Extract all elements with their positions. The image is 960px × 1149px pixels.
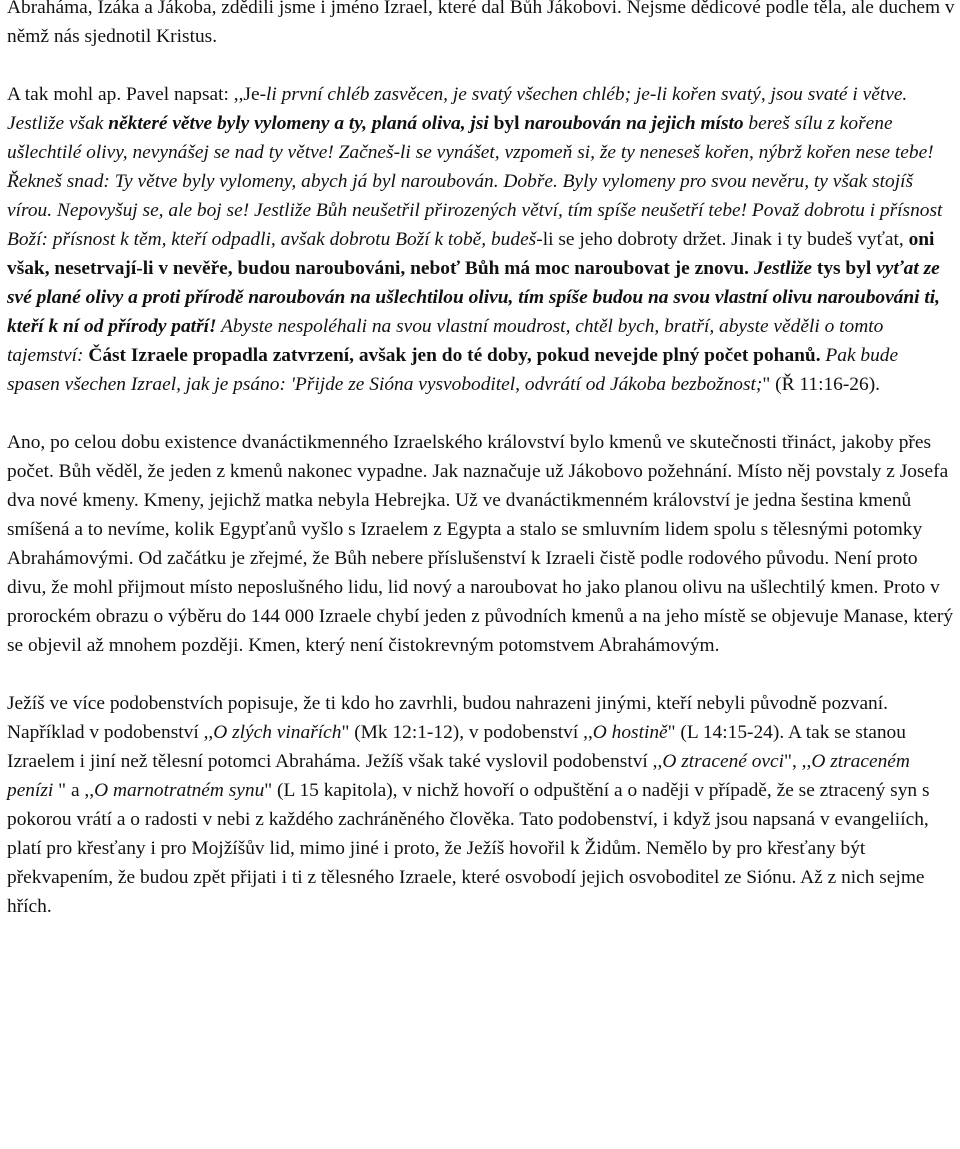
text-run: " (Mk 12:1-12), v podobenství ,,: [341, 722, 593, 743]
italic-title: O zlých vinařích: [213, 722, 342, 743]
italic-title: O ztracené ovci: [662, 751, 785, 772]
text-run: Abraháma, Izáka a Jákoba, zdědili jsme i jméno Izrael, které dal Bůh Jákobovi. Nejsme dědicové podle těla, ale duchem v němž nás sjednotil Kristus.: [7, 0, 955, 47]
paragraph-2: [7, 80, 955, 399]
paragraph-gap: [7, 399, 955, 428]
paragraph-4: [7, 689, 955, 921]
text-run: " (L 14:15-24). A tak se stanou Izraelem i jiní než tělesní potomci Abraháma. Ježíš však také vyslovil podobenství ,,: [7, 722, 906, 772]
italic-title: O hostině: [592, 722, 668, 743]
paragraph-1: [7, 0, 955, 51]
italic-quote: bereš sílu z kořene ušlechtilé olivy, nevynášej se nad ty větve! Začneš-li se vynášet, vzpomeň si, že ty neneseš kořen, nýbrž kořen nese tebe! Řekneš snad: Ty větve byly vylomeny, abych já byl naroubován. Dobře. Byly vylomeny pro svou nevěru, ty však stojíš vírou. Nepovyšuj se, ale boj se! Jestliže Bůh neušetřil přirozených větví, tím spíše neušetří tebe! Považ dobrotu i přísnost Boží: přísnost k těm, kteří odpadli, avšak dobrotu Boží k tobě, budeš: [7, 113, 943, 250]
document-page: [7, 0, 955, 921]
italic-quote: -li první chléb zasvěcen, je svatý všechen chléb; je-li kořen svatý, jsou svaté i větve. Jestliže však: [7, 84, 908, 134]
text-run: " (L 15 kapitola), v nichž hovoří o odpuštění a o naději v případě, že se ztracený syn s pokorou vrátí a o radosti v nebi z každého zachráněného člověka. Tato podobenství, i když jsou napsaná v evangeliích, platí pro křesťany i pro Mojžíšův lid, mimo jiné i proto, že Ježíš hovořil k Židům. Nemělo by pro křesťany být překvapením, že budou zpět přijati i ti z tělesného Izraele, které osvobodí jejich osvoboditel ze Siónu. Až z nich sejme hřích.: [7, 780, 930, 917]
italic-title: O marnotratném synu: [94, 780, 265, 801]
text-run: " a ,,: [53, 780, 95, 801]
paragraph-gap: [7, 660, 955, 689]
bold-run: oni však, nesetrvají-li v nevěře, budou naroubováni, neboť Bůh má moc naroubovat je znovu.: [7, 229, 935, 279]
bold-run: byl: [488, 113, 525, 134]
text-run: A tak mohl ap. Pavel napsat: ,,Je: [7, 84, 260, 105]
italic-title: O ztraceném penízi: [7, 751, 910, 801]
bold-italic-quote: naroubován na jejich místo: [524, 113, 744, 134]
paragraph-gap: [7, 51, 955, 80]
paragraph-3: [7, 428, 955, 660]
bold-run: tys byl: [812, 258, 877, 279]
text-run: -li se jeho dobroty držet. Jinak i ty budeš vyťat,: [536, 229, 909, 250]
text-run: Ano, po celou dobu existence dvanáctikmenného Izraelského království bylo kmenů ve skutečnosti třináct, jakoby přes počet. Bůh věděl, že jeden z kmenů nakonec vypadne. Jak naznačuje už Jákobovo požehnání. Místo něj povstaly z Josefa dva nové kmeny. Kmeny, jejichž matka nebyla Hebrejka. Už ve dvanáctikmenném království je jedna šestina kmenů smíšená a to nevíme, kolik Egypťanů vyšlo s Izraelem z Egypta a stalo se smluvním lidem spolu s tělesnými potomky Abrahámovými. Od začátku je zřejmé, že Bůh nebere příslušenství k Izraeli čistě podle rodového původu. Není proto divu, že mohl přijmout místo neposlušného lidu, lid nový a naroubovat ho jako planou olivu na ušlechtilý kmen. Proto v prorockém obrazu o výběru do 144 000 Izraele chybí jeden z původních kmenů a na jeho místě se objevuje Manase, který se objevil až mnohem později. Kmen, který není čistokrevným potomstvem Abrahámovým.: [7, 432, 954, 656]
bold-italic-quote: Jestliže: [753, 258, 813, 279]
italic-quote: Pak bude spasen všechen Izrael, jak je psáno: 'Přijde ze Sióna vysvoboditel, odvrátí od Jákoba bezbožnost;: [7, 345, 899, 395]
text-run: ", ,,: [784, 751, 812, 772]
text-run: Ježíš ve více podobenstvích popisuje, že ti kdo ho zavrhli, budou nahrazeni jinými, kteří nebyli původně pozvaní. Například v podobenství ,,: [7, 693, 888, 743]
bold-italic-quote: vyťat ze své plané olivy a proti přírodě naroubován na ušlechtilou olivu, tím spíše budou na svou vlastní olivu naroubováni ti, kteří k ní od přírody patří!: [7, 258, 941, 337]
italic-quote: Abyste nespoléhali na svou vlastní moudrost, chtěl bych, bratří, abyste věděli o tomto tajemství:: [7, 316, 884, 366]
text-run: " (Ř 11:16-26).: [762, 374, 880, 395]
bold-run: Část Izraele propadla zatvrzení, avšak jen do té doby, pokud nevejde plný počet pohanů.: [88, 345, 821, 366]
bold-italic-quote: některé větve byly vylomeny a ty, planá oliva, jsi: [108, 113, 489, 134]
